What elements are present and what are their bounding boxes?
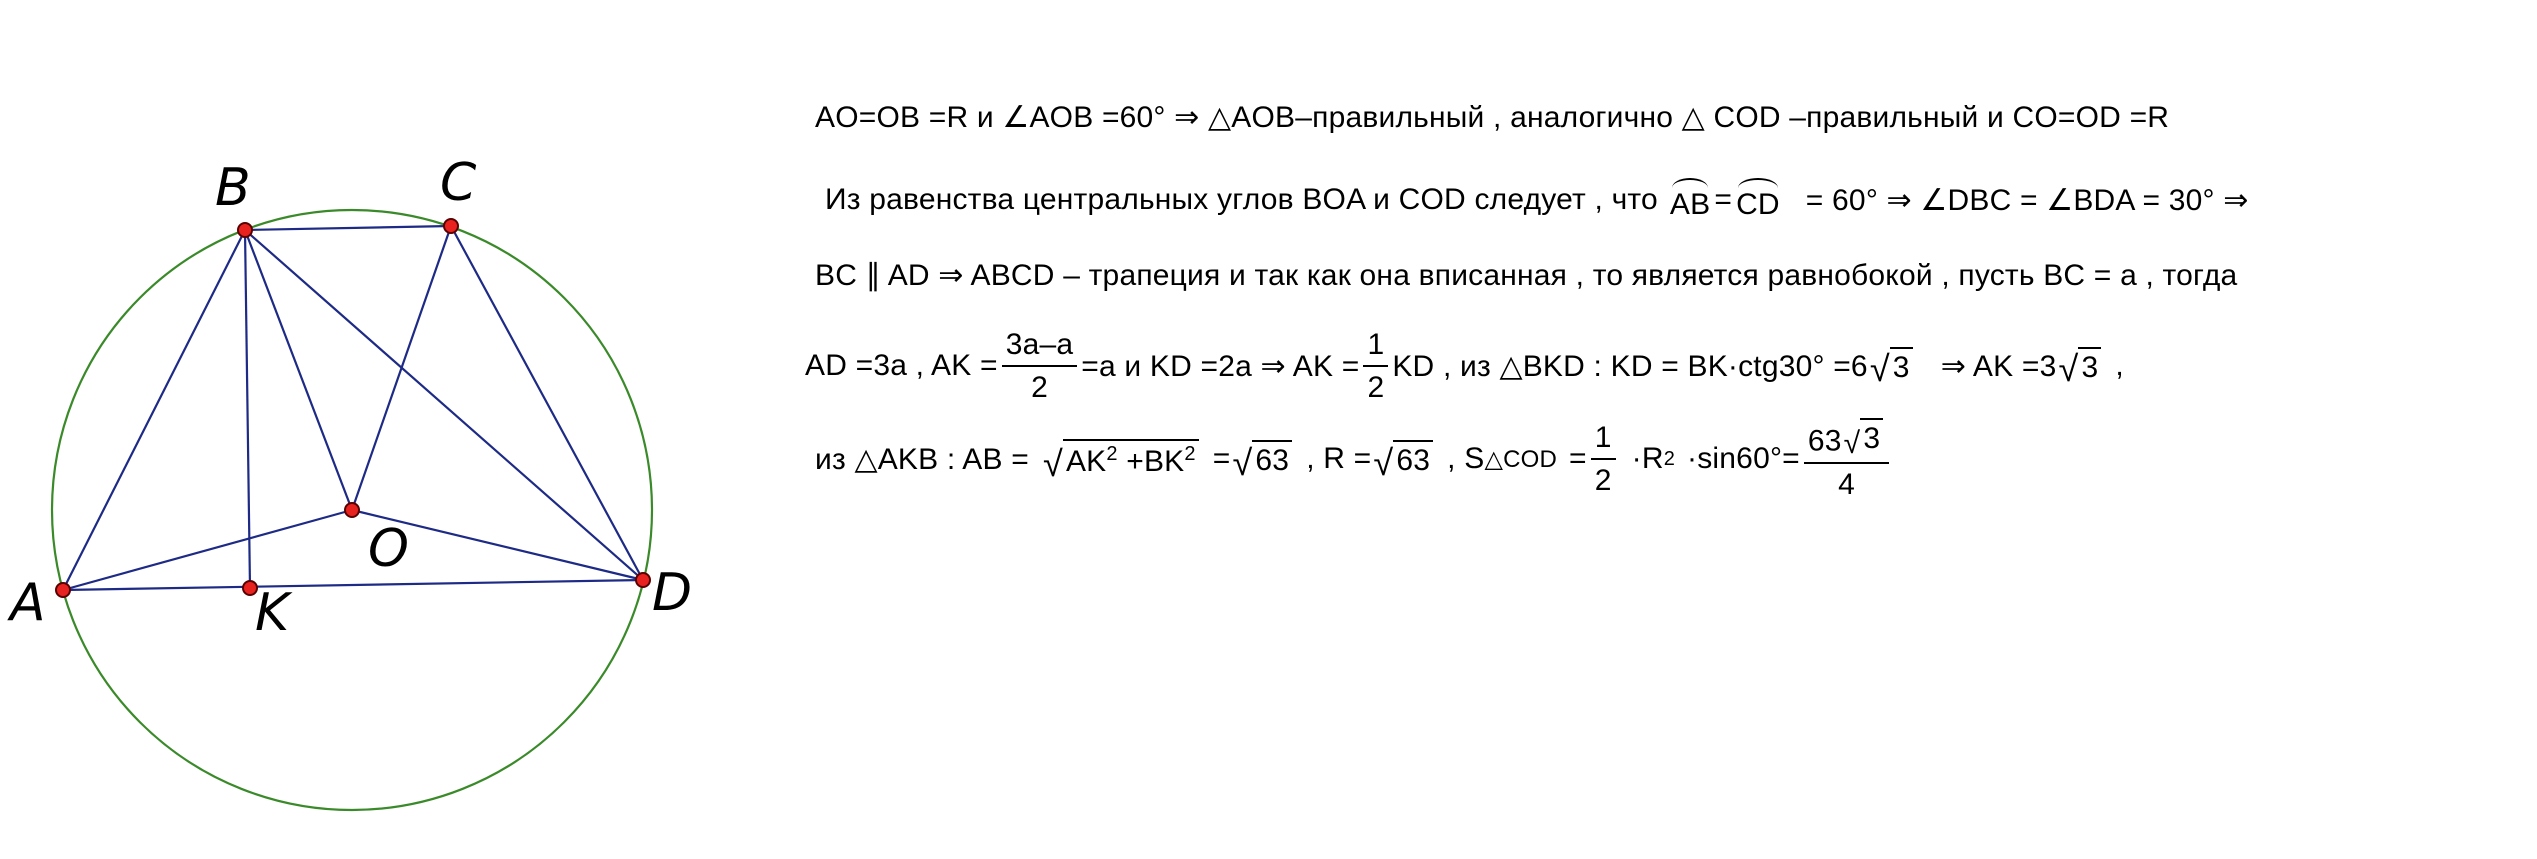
sqrt-radicand: 63	[1252, 440, 1292, 479]
line5-text-d: , S	[1447, 442, 1485, 476]
fraction-denominator: 2	[1031, 371, 1048, 404]
sqrt-ak2-plus-bk2: √ $AK^2 +BK^2$	[1043, 439, 1199, 480]
solution-line-4	[805, 328, 2124, 404]
sqrt-3: √ 3	[1844, 418, 1884, 457]
solution-line-5	[815, 418, 1893, 501]
fraction-area-result	[1804, 418, 1889, 501]
line5-text-f: ·R	[1631, 442, 1664, 476]
line5-text-g: ·sin60°=	[1687, 442, 1800, 476]
sqrt-radicand: 3	[1890, 347, 1913, 386]
fraction-one-half	[1591, 421, 1616, 497]
sqrt-term-ak: AK	[1065, 445, 1107, 478]
label-C: C	[440, 153, 477, 213]
line5-text-b: =	[1212, 442, 1231, 476]
fraction-denominator: 2	[1594, 464, 1612, 498]
subscript-cod: △COD	[1484, 445, 1558, 473]
arc-CD: CD	[1736, 178, 1780, 222]
fraction-numerator: 1	[1363, 328, 1388, 367]
fraction-3a-minus-a-over-2	[1002, 328, 1078, 404]
label-K: K	[255, 583, 290, 643]
exponent: 2	[1184, 443, 1196, 465]
label-D: D	[652, 563, 693, 623]
fraction-denominator: 4	[1838, 467, 1855, 501]
line4-text-e: ,	[2115, 349, 2124, 382]
fraction-one-half	[1363, 328, 1388, 404]
numerator-coefficient: 63	[1807, 424, 1842, 458]
sqrt-radicand: 3	[1860, 418, 1883, 457]
label-B: B	[215, 158, 251, 218]
sqrt-radicand: 63	[1393, 440, 1433, 479]
label-A: A	[10, 573, 46, 633]
line4-text-c: KD , из △BKD : KD = BK·ctg30° =6	[1392, 349, 1868, 383]
fraction-numerator	[1804, 418, 1889, 464]
label-O: O	[368, 519, 409, 579]
line2-text-a: Из равенства центральных углов BOA и COD следует , что	[825, 183, 1658, 216]
line1-text: AO=OB =R и ∠AOB =60° ⇒ △AOB–правильный , аналогично △ COD –правильный и CO=OD =R	[815, 101, 2170, 134]
line5-text-c: , R =	[1306, 442, 1372, 476]
line4-text-b: =a и KD =2a ⇒ AK =	[1081, 349, 1360, 383]
sqrt-3: √ 3	[1870, 347, 1913, 386]
arc-AB: AB	[1670, 178, 1710, 222]
line3-text: BC ∥ AD ⇒ ABCD – трапеция и так как она вписанная , то является равнобокой , пусть BC = a , тогда	[815, 259, 2238, 292]
fraction-numerator: 3a–a	[1002, 328, 1078, 367]
sqrt-radicand: 3	[2078, 347, 2101, 386]
solution-line-1	[815, 100, 2169, 135]
line2-text-b: = 60° ⇒ ∠DBC = ∠BDA = 30° ⇒	[1805, 183, 2249, 217]
fraction-numerator: 1	[1591, 421, 1616, 460]
sqrt-63: √ 63	[1373, 440, 1433, 479]
fraction-denominator: 2	[1367, 371, 1385, 404]
exponent: 2	[1106, 443, 1118, 465]
sqrt-term-bk: +BK	[1126, 445, 1185, 478]
sqrt-63: √ 63	[1232, 440, 1292, 479]
line4-text-a: AD =3a , AK =	[805, 349, 998, 382]
sqrt-3: √ 3	[2058, 347, 2101, 386]
line5-text-a: из △AKB : AB =	[815, 442, 1029, 476]
exponent: 2	[1663, 447, 1676, 470]
solution-line-3	[815, 258, 2237, 293]
line2-eq: =	[1714, 183, 1733, 216]
line5-text-e: =	[1569, 442, 1587, 476]
line4-text-d: ⇒ AK =3	[1940, 349, 2057, 383]
solution-line-2	[825, 178, 2249, 222]
